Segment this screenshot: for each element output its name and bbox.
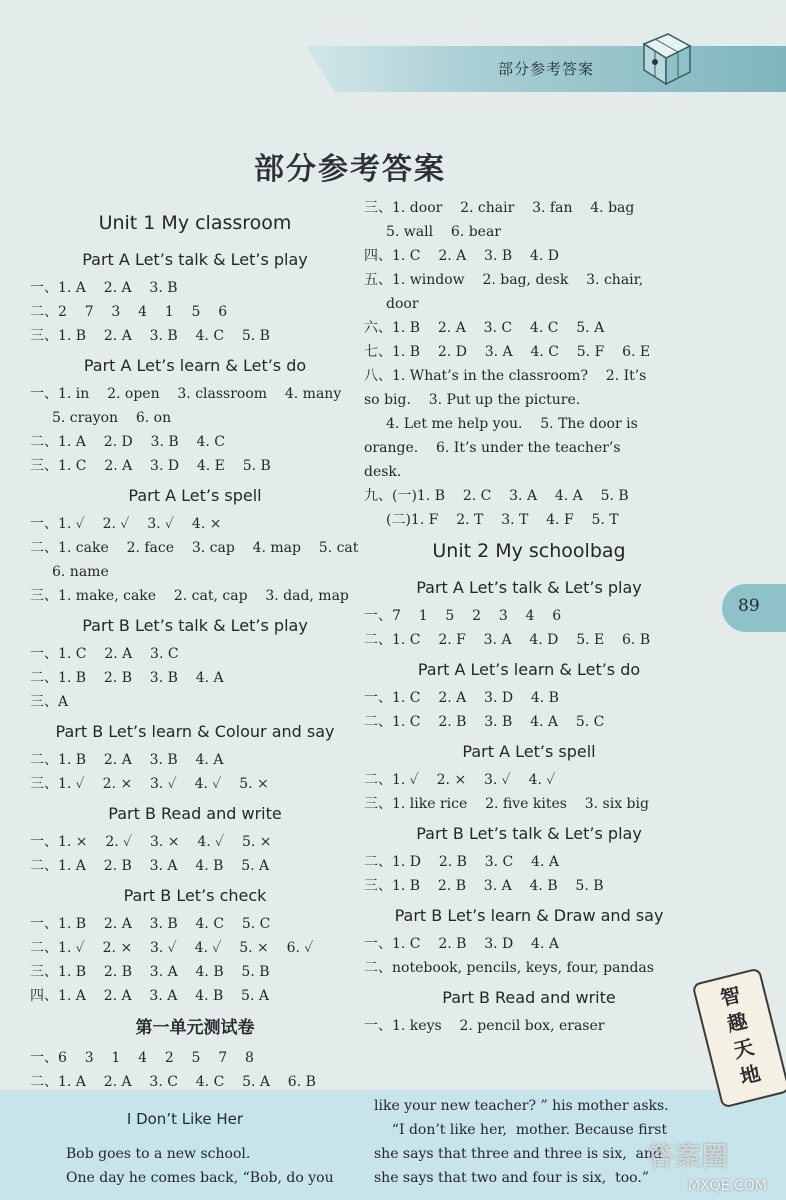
story-left-text: [66, 1142, 356, 1190]
answer-line: 三、1. B 2. B 3. A 4. B 5. B: [364, 878, 604, 894]
answer-line: door: [386, 296, 419, 312]
answer-line: 二、notebook, pencils, keys, four, pandas: [364, 960, 654, 976]
story-line: she says that two and four is six, too.”: [374, 1170, 649, 1186]
answer-line: 四、1. C 2. A 3. B 4. D: [364, 248, 559, 264]
side-tag-label: 智 趣 天 地: [717, 982, 763, 1089]
page-number: 89: [738, 596, 760, 616]
answer-line: 二、1. C 2. F 3. A 4. D 5. E 6. B: [364, 632, 651, 648]
page-title: 部分参考答案: [254, 152, 446, 187]
answer-line: 一、1. C 2. A 3. D 4. B: [364, 690, 559, 706]
section-heading: Part B Read and write: [108, 804, 282, 823]
side-tag-badge: [692, 967, 786, 1108]
answer-line: 三、1. B 2. A 3. B 4. C 5. B: [30, 328, 270, 344]
answer-line: 5. crayon 6. on: [52, 410, 172, 426]
answer-line: 二、1. C 2. B 3. B 4. A 5. C: [364, 714, 605, 730]
answer-line: 七、1. B 2. D 3. A 4. C 5. F 6. E: [364, 344, 651, 360]
answer-line: 5. wall 6. bear: [386, 224, 501, 240]
answer-line: orange. 6. It’s under the teacher’s: [364, 440, 621, 456]
section-heading: Part A Let’s talk & Let’s play: [416, 578, 642, 597]
section-heading: Part B Let’s check: [123, 886, 267, 905]
answer-line: 一、1. in 2. open 3. classroom 4. many: [30, 386, 342, 402]
section-heading: Part B Let’s learn & Draw and say: [394, 906, 664, 925]
section-heading: Part A Let’s talk & Let’s play: [82, 250, 308, 269]
answer-line: so big. 3. Put up the picture.: [364, 392, 581, 408]
unit-heading: Unit 1 My classroom: [98, 212, 292, 234]
answer-line: 二、1. D 2. B 3. C 4. A: [364, 854, 559, 870]
right-column: [364, 196, 694, 1038]
section-heading: Part B Let’s learn & Colour and say: [55, 722, 335, 741]
answer-line: 二、1. ✓ 2. × 3. ✓ 4. ✓: [364, 772, 556, 788]
story-right-text: [374, 1094, 674, 1190]
section-heading: Part A Let’s spell: [462, 742, 596, 761]
answer-line: 一、1. C 2. A 3. C: [30, 646, 179, 662]
answer-line: 三、1. ✓ 2. × 3. ✓ 4. ✓ 5. ×: [30, 776, 269, 792]
section-heading: Part B Read and write: [442, 988, 616, 1007]
answer-line: 三、1. like rice 2. five kites 3. six big: [364, 796, 649, 812]
story-line: One day he comes back, “Bob, do you: [66, 1170, 334, 1186]
answer-line: 一、1. keys 2. pencil box, eraser: [364, 1018, 605, 1034]
answer-line: 三、1. make, cake 2. cat, cap 3. dad, map: [30, 588, 349, 604]
answer-line: 三、A: [30, 694, 69, 710]
answer-line: 6. name: [52, 564, 109, 580]
answer-line: 四、1. A 2. A 3. A 4. B 5. A: [30, 988, 269, 1004]
answer-line: 二、1. A 2. D 3. B 4. C: [30, 434, 225, 450]
cube-mascot-icon: [630, 22, 700, 92]
section-heading: Part A Let’s learn & Let’s do: [417, 660, 641, 679]
section-heading: Part A Let’s learn & Let’s do: [83, 356, 307, 375]
answer-line: 二、1. A 2. B 3. A 4. B 5. A: [30, 858, 270, 874]
answer-line: 二、1. B 2. A 3. B 4. A: [30, 752, 224, 768]
story-line: like your new teacher? ” his mother asks.: [374, 1098, 669, 1114]
answer-line: 九、(一)1. B 2. C 3. A 4. A 5. B: [364, 488, 629, 504]
section-heading: Part A Let’s spell: [128, 486, 262, 505]
story-line: Bob goes to a new school.: [66, 1146, 251, 1162]
answer-line: 一、1. × 2. ✓ 3. × 4. ✓ 5. ×: [30, 834, 272, 850]
answer-line: 4. Let me help you. 5. The door is: [386, 416, 638, 432]
answer-line: 三、1. B 2. B 3. A 4. B 5. B: [30, 964, 270, 980]
left-column: [30, 204, 360, 1094]
answer-line: 二、1. A 2. A 3. C 4. C 5. A 6. B: [30, 1074, 316, 1090]
answer-line: (二)1. F 2. T 3. T 4. F 5. T: [386, 512, 619, 528]
answer-line: 二、1. ✓ 2. × 3. ✓ 4. ✓ 5. × 6. ✓: [30, 940, 314, 956]
section-heading: Part B Let’s talk & Let’s play: [82, 616, 308, 635]
answer-line: 二、2 7 3 4 1 5 6: [30, 304, 228, 320]
answer-line: 一、1. C 2. B 3. D 4. A: [364, 936, 559, 952]
story-line: she says that three and three is six, and: [374, 1146, 662, 1162]
test-heading: 第一单元测试卷: [135, 1018, 255, 1038]
answer-line: 三、1. door 2. chair 3. fan 4. bag: [364, 200, 635, 216]
header-banner-label: 部分参考答案: [498, 60, 595, 78]
story-title: I Don’t Like Her: [126, 1110, 244, 1128]
answer-line: 五、1. window 2. bag, desk 3. chair,: [364, 272, 644, 288]
answer-line: 六、1. B 2. A 3. C 4. C 5. A: [364, 320, 605, 336]
answer-line: 二、1. B 2. B 3. B 4. A: [30, 670, 224, 686]
unit-heading: Unit 2 My schoolbag: [432, 540, 626, 562]
section-heading: Part B Let’s talk & Let’s play: [416, 824, 642, 843]
answer-line: 一、6 3 1 4 2 5 7 8: [30, 1050, 254, 1066]
answer-line: 一、7 1 5 2 3 4 6: [364, 608, 562, 624]
answer-line: 二、1. cake 2. face 3. cap 4. map 5. cat: [30, 540, 359, 556]
answer-line: 一、1. B 2. A 3. B 4. C 5. C: [30, 916, 271, 932]
answer-line: 八、1. What’s in the classroom? 2. It’s: [364, 368, 647, 384]
answer-line: desk.: [364, 464, 402, 480]
watermark-brand: 答案圈: [648, 1142, 730, 1172]
answer-line: 一、1. ✓ 2. ✓ 3. ✓ 4. ×: [30, 516, 222, 532]
watermark-url: MXQE.COM: [688, 1178, 767, 1194]
story-line: “I don’t like her, mother. Because first: [374, 1122, 668, 1138]
answer-line: 三、1. C 2. A 3. D 4. E 5. B: [30, 458, 271, 474]
answer-line: 一、1. A 2. A 3. B: [30, 280, 178, 296]
